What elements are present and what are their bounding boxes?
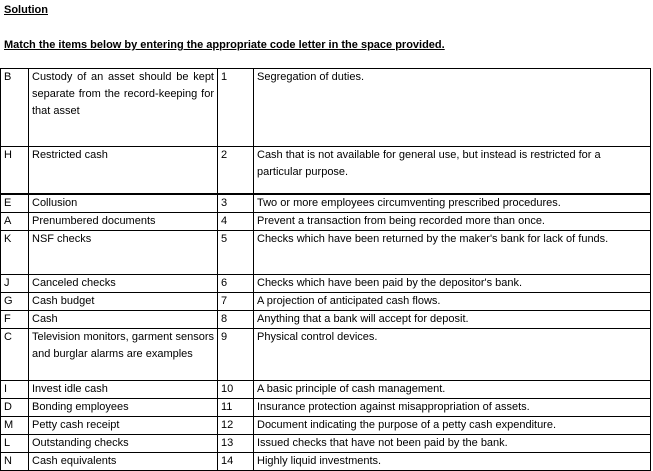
number-cell: 3 (218, 194, 254, 213)
description-cell: Issued checks that have not been paid by the bank. (254, 434, 651, 452)
table-row (1, 398, 651, 416)
description-cell: Prevent a transaction from being recorded more than once. (254, 212, 651, 230)
code-cell: K (1, 230, 29, 274)
description-cell: A basic principle of cash management. (254, 380, 651, 398)
code-cell: N (1, 452, 29, 470)
table-row (1, 292, 651, 310)
item-cell: Invest idle cash (29, 380, 218, 398)
code-cell: L (1, 434, 29, 452)
table-row (1, 434, 651, 452)
description-cell: Checks which have been paid by the depositor's bank. (254, 274, 651, 292)
table-row (1, 230, 651, 274)
table-row (1, 69, 651, 147)
number-cell: 8 (218, 310, 254, 328)
description-cell: Anything that a bank will accept for deposit. (254, 310, 651, 328)
item-cell: NSF checks (29, 230, 218, 274)
item-cell: Cash budget (29, 292, 218, 310)
item-cell: Custody of an asset should be kept separate from the record-keeping for that asset (29, 69, 218, 147)
code-cell: A (1, 212, 29, 230)
item-cell: Cash (29, 310, 218, 328)
number-cell: 5 (218, 230, 254, 274)
number-cell: 4 (218, 212, 254, 230)
item-cell: Petty cash receipt (29, 416, 218, 434)
number-cell: 10 (218, 380, 254, 398)
number-cell: 12 (218, 416, 254, 434)
description-cell: A projection of anticipated cash flows. (254, 292, 651, 310)
description-cell: Checks which have been returned by the maker's bank for lack of funds. (254, 230, 651, 274)
item-cell: Canceled checks (29, 274, 218, 292)
code-cell: C (1, 328, 29, 380)
description-cell: Two or more employees circumventing prescribed procedures. (254, 194, 651, 213)
code-cell: H (1, 147, 29, 194)
item-cell: Outstanding checks (29, 434, 218, 452)
item-cell: Television monitors, garment sensors and burglar alarms are examples (29, 328, 218, 380)
matching-table (0, 68, 651, 471)
table-row (1, 310, 651, 328)
number-cell: 9 (218, 328, 254, 380)
item-cell: Restricted cash (29, 147, 218, 194)
number-cell: 2 (218, 147, 254, 194)
table-row (1, 328, 651, 380)
table-row (1, 212, 651, 230)
table-row (1, 380, 651, 398)
description-cell: Cash that is not available for general use, but instead is restricted for a particular purpose. (254, 147, 651, 194)
page-title: Solution (4, 4, 48, 16)
number-cell: 14 (218, 452, 254, 470)
table-row (1, 147, 651, 194)
item-cell: Collusion (29, 194, 218, 213)
instructions-heading: Match the items below by entering the appropriate code letter in the space provided. (4, 39, 445, 51)
code-cell: G (1, 292, 29, 310)
table-row (1, 194, 651, 213)
item-cell: Cash equivalents (29, 452, 218, 470)
code-cell: I (1, 380, 29, 398)
code-cell: J (1, 274, 29, 292)
code-cell: B (1, 69, 29, 147)
description-cell: Document indicating the purpose of a petty cash expenditure. (254, 416, 651, 434)
code-cell: F (1, 310, 29, 328)
code-cell: D (1, 398, 29, 416)
number-cell: 1 (218, 69, 254, 147)
description-cell: Highly liquid investments. (254, 452, 651, 470)
number-cell: 13 (218, 434, 254, 452)
description-cell: Physical control devices. (254, 328, 651, 380)
item-cell: Prenumbered documents (29, 212, 218, 230)
code-cell: E (1, 194, 29, 213)
number-cell: 6 (218, 274, 254, 292)
table-row (1, 452, 651, 470)
code-cell: M (1, 416, 29, 434)
number-cell: 7 (218, 292, 254, 310)
table-row (1, 416, 651, 434)
number-cell: 11 (218, 398, 254, 416)
description-cell: Insurance protection against misappropriation of assets. (254, 398, 651, 416)
description-cell: Segregation of duties. (254, 69, 651, 147)
item-cell: Bonding employees (29, 398, 218, 416)
table-row (1, 274, 651, 292)
